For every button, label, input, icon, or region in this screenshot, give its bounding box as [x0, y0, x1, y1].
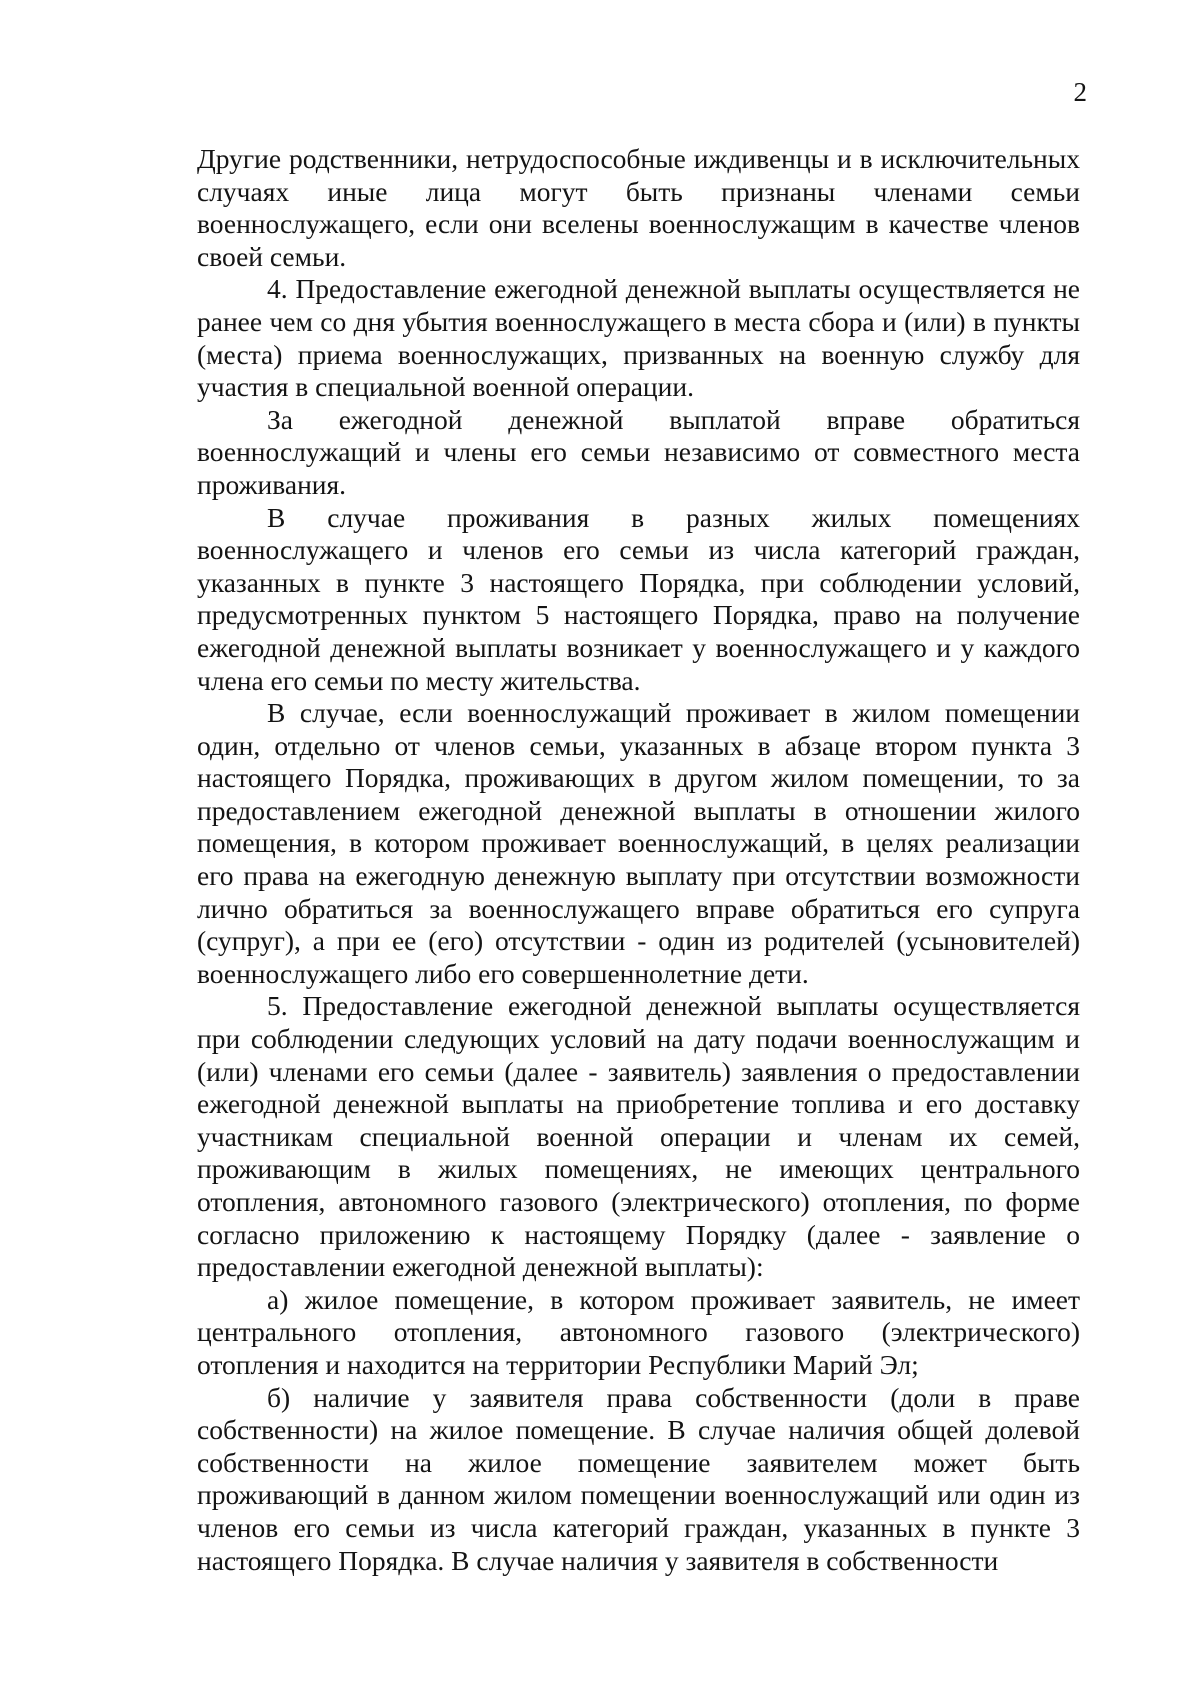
paragraph-family-members: Другие родственники, нетрудоспособные иждивенцы и в исключительных случаях иные лица могут быть признаны членами семьи военнослужащего, если они вселены военнослужащим в качестве членов своей семьи. [197, 143, 1080, 272]
paragraph-item-4: 4. Предоставление ежегодной денежной выплаты осуществляется не ранее чем со дня убытия военнослужащего в места сбора и (или) в пункты (места) приема военнослужащих, призванных на военную службу для участия в специальной военной операции. [197, 273, 1080, 403]
document-body [197, 143, 1080, 1577]
paragraph-separate-residence: В случае проживания в разных жилых помещениях военнослужащего и членов его семьи из числа категорий граждан, указанных в пункте 3 настоящего Порядка, при соблюдении условий, предусмотренных пунктом 5 настоящего Порядка, право на получение ежегодной денежной выплаты возникает у военнослужащего и у каждого члена его семьи по месту жительства. [197, 501, 1080, 696]
paragraph-application-right: За ежегодной денежной выплатой вправе обратиться военнослужащий и члены его семьи независимо от совместного места проживания. [197, 403, 1080, 500]
page-number: 2 [1073, 77, 1087, 107]
paragraph-living-alone: В случае, если военнослужащий проживает в жилом помещении один, отдельно от членов семьи, указанных в абзаце втором пункта 3 настоящего Порядка, проживающих в другом жилом помещении, то за предоставлением ежегодной денежной выплаты в отношении жилого помещения, в котором проживает военнослужащий, в целях реализации его права на ежегодную денежную выплату при отсутствии возможности лично обратиться за военнослужащего вправе обратиться его супруга (супруг), а при ее (его) отсутствии - один из родителей (усыновителей) военнослужащего либо его совершеннолетние дети. [197, 697, 1080, 989]
paragraph-item-5: 5. Предоставление ежегодной денежной выплаты осуществляется при соблюдении следующих условий на дату подачи военнослужащим и (или) членами его семьи (далее - заявитель) заявления о предоставлении ежегодной денежной выплаты на приобретение топлива и его доставку участникам специальной военной операции и членам их семей, проживающим в жилых помещениях, не имеющих центрального отопления, автономного газового (электрического) отопления, по форме согласно приложению к настоящему Порядку (далее - заявление о предоставлении ежегодной денежной выплаты): [197, 990, 1080, 1283]
paragraph-condition-b: б) наличие у заявителя права собственности (доли в праве собственности) на жилое помещение. В случае наличия общей долевой собственности на жилое помещение заявителем может быть проживающий в данном жилом помещении военнослужащий или один из членов его семьи из числа категорий граждан, указанных в пункте 3 настоящего Порядка. В случае наличия у заявителя в собственности [197, 1381, 1080, 1576]
paragraph-condition-a: а) жилое помещение, в котором проживает заявитель, не имеет центрального отопления, автономного газового (электрического) отопления и находится на территории Республики Марий Эл; [197, 1283, 1080, 1380]
